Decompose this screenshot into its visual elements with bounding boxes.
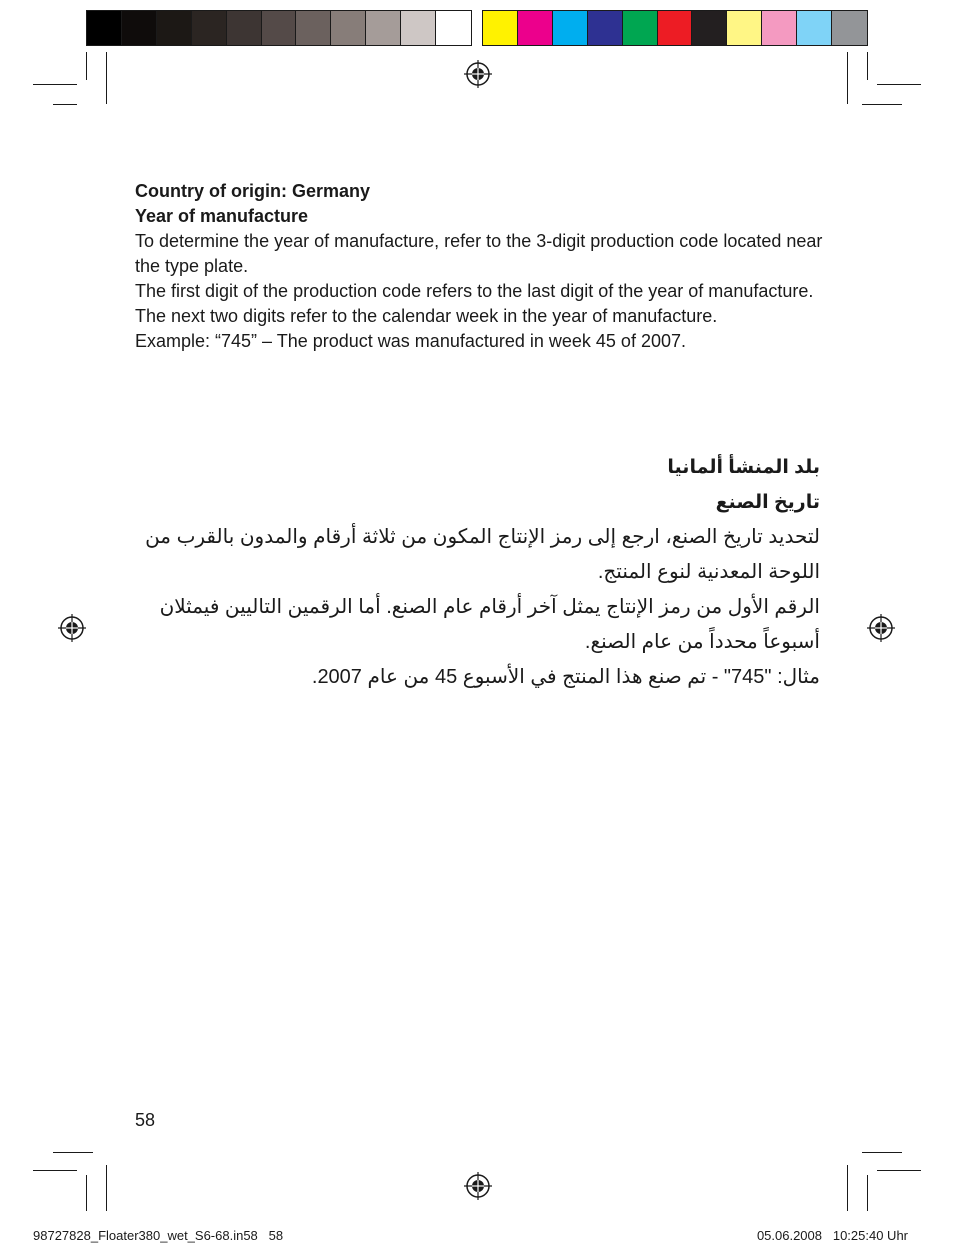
crop-mark (862, 1152, 902, 1153)
color-swatch (122, 11, 157, 45)
color-swatch (797, 11, 832, 45)
crop-mark (33, 1170, 77, 1171)
arabic-production-code-paragraph: لتحديد تاريخ الصنع، ارجع إلى رمز الإنتاج المكون من ثلاثة أرقام والمدون بالقرب من اللوحة المعدنية لنوع المنتج. (145, 526, 820, 583)
color-swatch (658, 11, 693, 45)
crop-mark (877, 84, 921, 85)
footer-timestamp: 05.06.2008 10:25:40 Uhr (756, 1228, 908, 1243)
crop-mark (33, 84, 77, 85)
year-of-manufacture-heading: Year of manufacture (135, 206, 309, 226)
color-swatch (262, 11, 297, 45)
registration-target-icon (867, 614, 895, 642)
registration-target-icon (58, 614, 86, 642)
grayscale-registration-bar (86, 10, 472, 46)
crop-mark (847, 1165, 848, 1211)
digit-meaning-paragraph: The first digit of the production code refers to the last digit of the year of manufacture. The next two digits refer to the calendar week in the year of manufacture. (135, 281, 814, 326)
color-swatch (832, 11, 867, 45)
crop-mark (106, 52, 107, 104)
crop-mark (86, 1175, 87, 1211)
country-of-origin-heading: Country of origin: Germany (135, 181, 371, 201)
arabic-country-heading: بلد المنشأ ألمانيا (667, 457, 820, 478)
crop-mark (867, 1175, 868, 1211)
arabic-year-heading: تاريخ الصنع (715, 492, 820, 513)
footer-file-info: 98727828_Floater380_wet_S6-68.in58 58 (33, 1228, 284, 1243)
color-swatch (366, 11, 401, 45)
color-swatch (762, 11, 797, 45)
color-swatch (192, 11, 227, 45)
color-swatch (692, 11, 727, 45)
arabic-example-line: مثال: "745" - تم صنع هذا المنتج في الأسبوع 45 من عام 2007. (311, 666, 820, 688)
registration-target-icon (464, 1172, 492, 1200)
example-line: Example: “745” – The product was manufactured in week 45 of 2007. (135, 331, 686, 351)
crop-mark (847, 52, 848, 104)
color-swatch (727, 11, 762, 45)
color-swatch (518, 11, 553, 45)
registration-target-icon (464, 60, 492, 88)
color-swatch (553, 11, 588, 45)
color-swatch (87, 11, 122, 45)
color-swatch (623, 11, 658, 45)
crop-mark (877, 1170, 921, 1171)
color-swatch (588, 11, 623, 45)
color-swatch (296, 11, 331, 45)
crop-mark (86, 52, 87, 80)
crop-mark (106, 1165, 107, 1211)
crop-mark (862, 104, 902, 105)
production-code-paragraph: To determine the year of manufacture, refer to the 3-digit production code located near the type plate. (135, 231, 823, 276)
color-swatch (436, 11, 471, 45)
color-swatch (483, 11, 518, 45)
crop-mark (867, 52, 868, 80)
crop-mark (53, 1152, 93, 1153)
english-section (135, 179, 825, 354)
page-number: 58 (135, 1110, 156, 1130)
color-swatch (331, 11, 366, 45)
arabic-section (120, 450, 820, 695)
color-swatch (401, 11, 436, 45)
arabic-digit-meaning-paragraph: الرقم الأول من رمز الإنتاج يمثل آخر أرقام عام الصنع. أما الرقمين التاليين فيمثلان أسبوعاً محدداً من عام الصنع. (159, 596, 820, 653)
color-swatch (157, 11, 192, 45)
color-registration-bar (482, 10, 868, 46)
color-swatch (227, 11, 262, 45)
crop-mark (53, 104, 77, 105)
